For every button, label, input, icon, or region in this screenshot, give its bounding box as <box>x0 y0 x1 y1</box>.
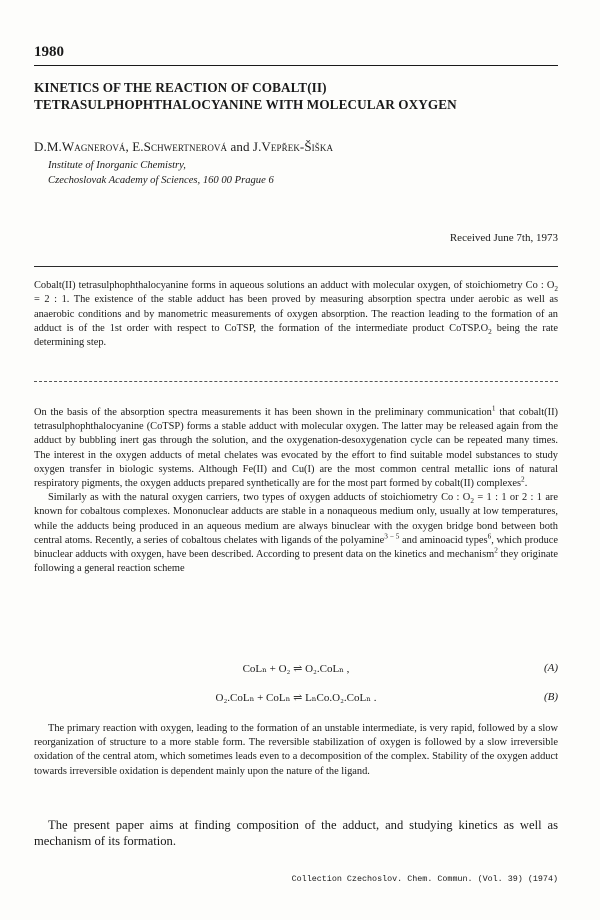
aims-paragraph <box>34 817 558 849</box>
title-line-2: TETRASULPHOPHTHALOCYANINE WITH MOLECULAR OXYGEN <box>34 97 457 112</box>
header-rule <box>34 65 558 66</box>
paragraph-text: . <box>524 478 528 490</box>
reference-mark: 1 <box>491 404 496 413</box>
author-separator: and <box>227 139 253 154</box>
body-section-2 <box>34 722 558 779</box>
author-2-initials: E. <box>132 139 144 154</box>
paragraph-text: Similarly as with the natural oxygen carriers, two types of oxygen adducts of stoichiometry Co : O <box>48 492 471 504</box>
equation-a-number: (A) <box>543 662 558 674</box>
paragraph-text: = 1 : 1 or 2 : 1 are known for cobaltous complexes. Mononuclear adducts are stable in a nonaqueous medium only, usually at low temperatures, while the adducts being produced in an aqueous medium are always binuclear with the oxygen bridge bond between both central atoms. Recently, a series of cobaltous chelates with ligands of the polyamine <box>34 492 558 546</box>
author-3-initials: J. <box>252 139 262 154</box>
equation-a-text: CoLₙ + O₂ ⇌ O₂.CoLₙ , <box>242 663 350 675</box>
journal-footer: Collection Czechoslov. Chem. Commun. (Vol. 39) (1974) <box>291 874 558 884</box>
paragraph: The primary reaction with oxygen, leading to the formation of an unstable intermediate, is very rapid, followed by a slow reorganization of structure to a more stable form. The reversible stabilization of oxygen is followed by a slow irreversible oxidation of the central atom, which sometimes leads even to a decomposition of the complex. Stability of the oxygen adduct towards irreversible oxidation is dependent mainly upon the nature of the ligand. <box>34 723 558 777</box>
abstract <box>34 279 558 350</box>
reference-mark: 2 <box>521 475 525 484</box>
author-3-surname: Vepřek-Šiška <box>261 139 334 154</box>
affiliation-line-1: Institute of Inorganic Chemistry, <box>48 160 186 171</box>
author-separator: , <box>125 139 133 154</box>
paragraph-text: and aminoacid types <box>399 534 488 546</box>
reference-mark: 6 <box>487 532 492 541</box>
reference-mark: 2 <box>494 546 498 555</box>
paragraph-text: , which produce binuclear adducts with oxygen, have been described. According to present data on the kinetics and mechanism <box>34 534 558 561</box>
affiliation-line-2: Czechoslovak Academy of Sciences, 160 00 Prague 6 <box>48 175 274 186</box>
subscript: 2 <box>488 327 492 336</box>
paragraph <box>34 406 558 491</box>
title-line-1: KINETICS OF THE REACTION OF COBALT(II) <box>34 80 327 95</box>
article-title <box>34 79 558 113</box>
abstract-text: Cobalt(II) tetrasulphophthalocyanine forms in aqueous solutions an adduct with molecular oxygen, of stoichiometry Co : O <box>34 280 555 291</box>
reference-mark: 3 − 5 <box>384 532 400 541</box>
subscript: 2 <box>470 497 474 506</box>
abstract-text: = 2 : 1. The existence of the stable adduct has been proved by measuring absorption spectra under aerobic as well as anaerobic conditions and by manometric measurements of oxygen absorption. The reaction leading to the formation of an adduct is of the 1st order with respect to CoTSP, the formation of the intermediate product CoTSP.O <box>34 294 558 334</box>
abstract-text: being the rate determining step. <box>34 322 558 349</box>
equation-b-text: O₂.CoLₙ + CoLₙ ⇌ LₙCo.O₂.CoLₙ . <box>215 692 377 704</box>
paragraph-text: that cobalt(II) tetrasulphophthalocyanine (CoTSP) forms a stable adduct with molecular oxygen. The latter may be released again from the adduct by bubbling inert gas through the solution, and the oxygenation-desoxygenation cycle can be repeated many times. The interest in the oxygen adducts of metal chelates was evocated by the effort to find suitable model substances to study oxygen transfer in biologic systems. Although Fe(II) and Cu(I) are the most common central metallic ions of natural respiratory pigments, the oxygen adducts prepared synthetically are for the most part formed by cobalt(II) complexes <box>34 407 558 490</box>
abstract-top-rule <box>34 266 558 267</box>
paragraph <box>34 491 558 576</box>
affiliation <box>48 158 274 188</box>
received-date: Received June 7th, 1973 <box>449 232 558 244</box>
page-number: 1980 <box>34 44 64 60</box>
paragraph-text: they originate following a general reaction scheme <box>34 549 559 575</box>
equation-b-number: (B) <box>543 691 558 703</box>
body-section-1 <box>34 406 558 576</box>
author-1-initials: D.M. <box>34 139 62 154</box>
author-2-surname: Schwertnerová <box>143 139 228 154</box>
paragraph: The present paper aims at finding composition of the adduct, and studying kinetics as well as mechanism of its formation. <box>34 818 558 848</box>
subscript: 2 <box>554 285 558 294</box>
author-list <box>34 139 333 155</box>
author-1-surname: Wagnerová <box>61 139 126 154</box>
abstract-bottom-rule <box>34 381 558 382</box>
paragraph-text: On the basis of the absorption spectra measurements it has been shown in the preliminary communication <box>34 407 492 418</box>
